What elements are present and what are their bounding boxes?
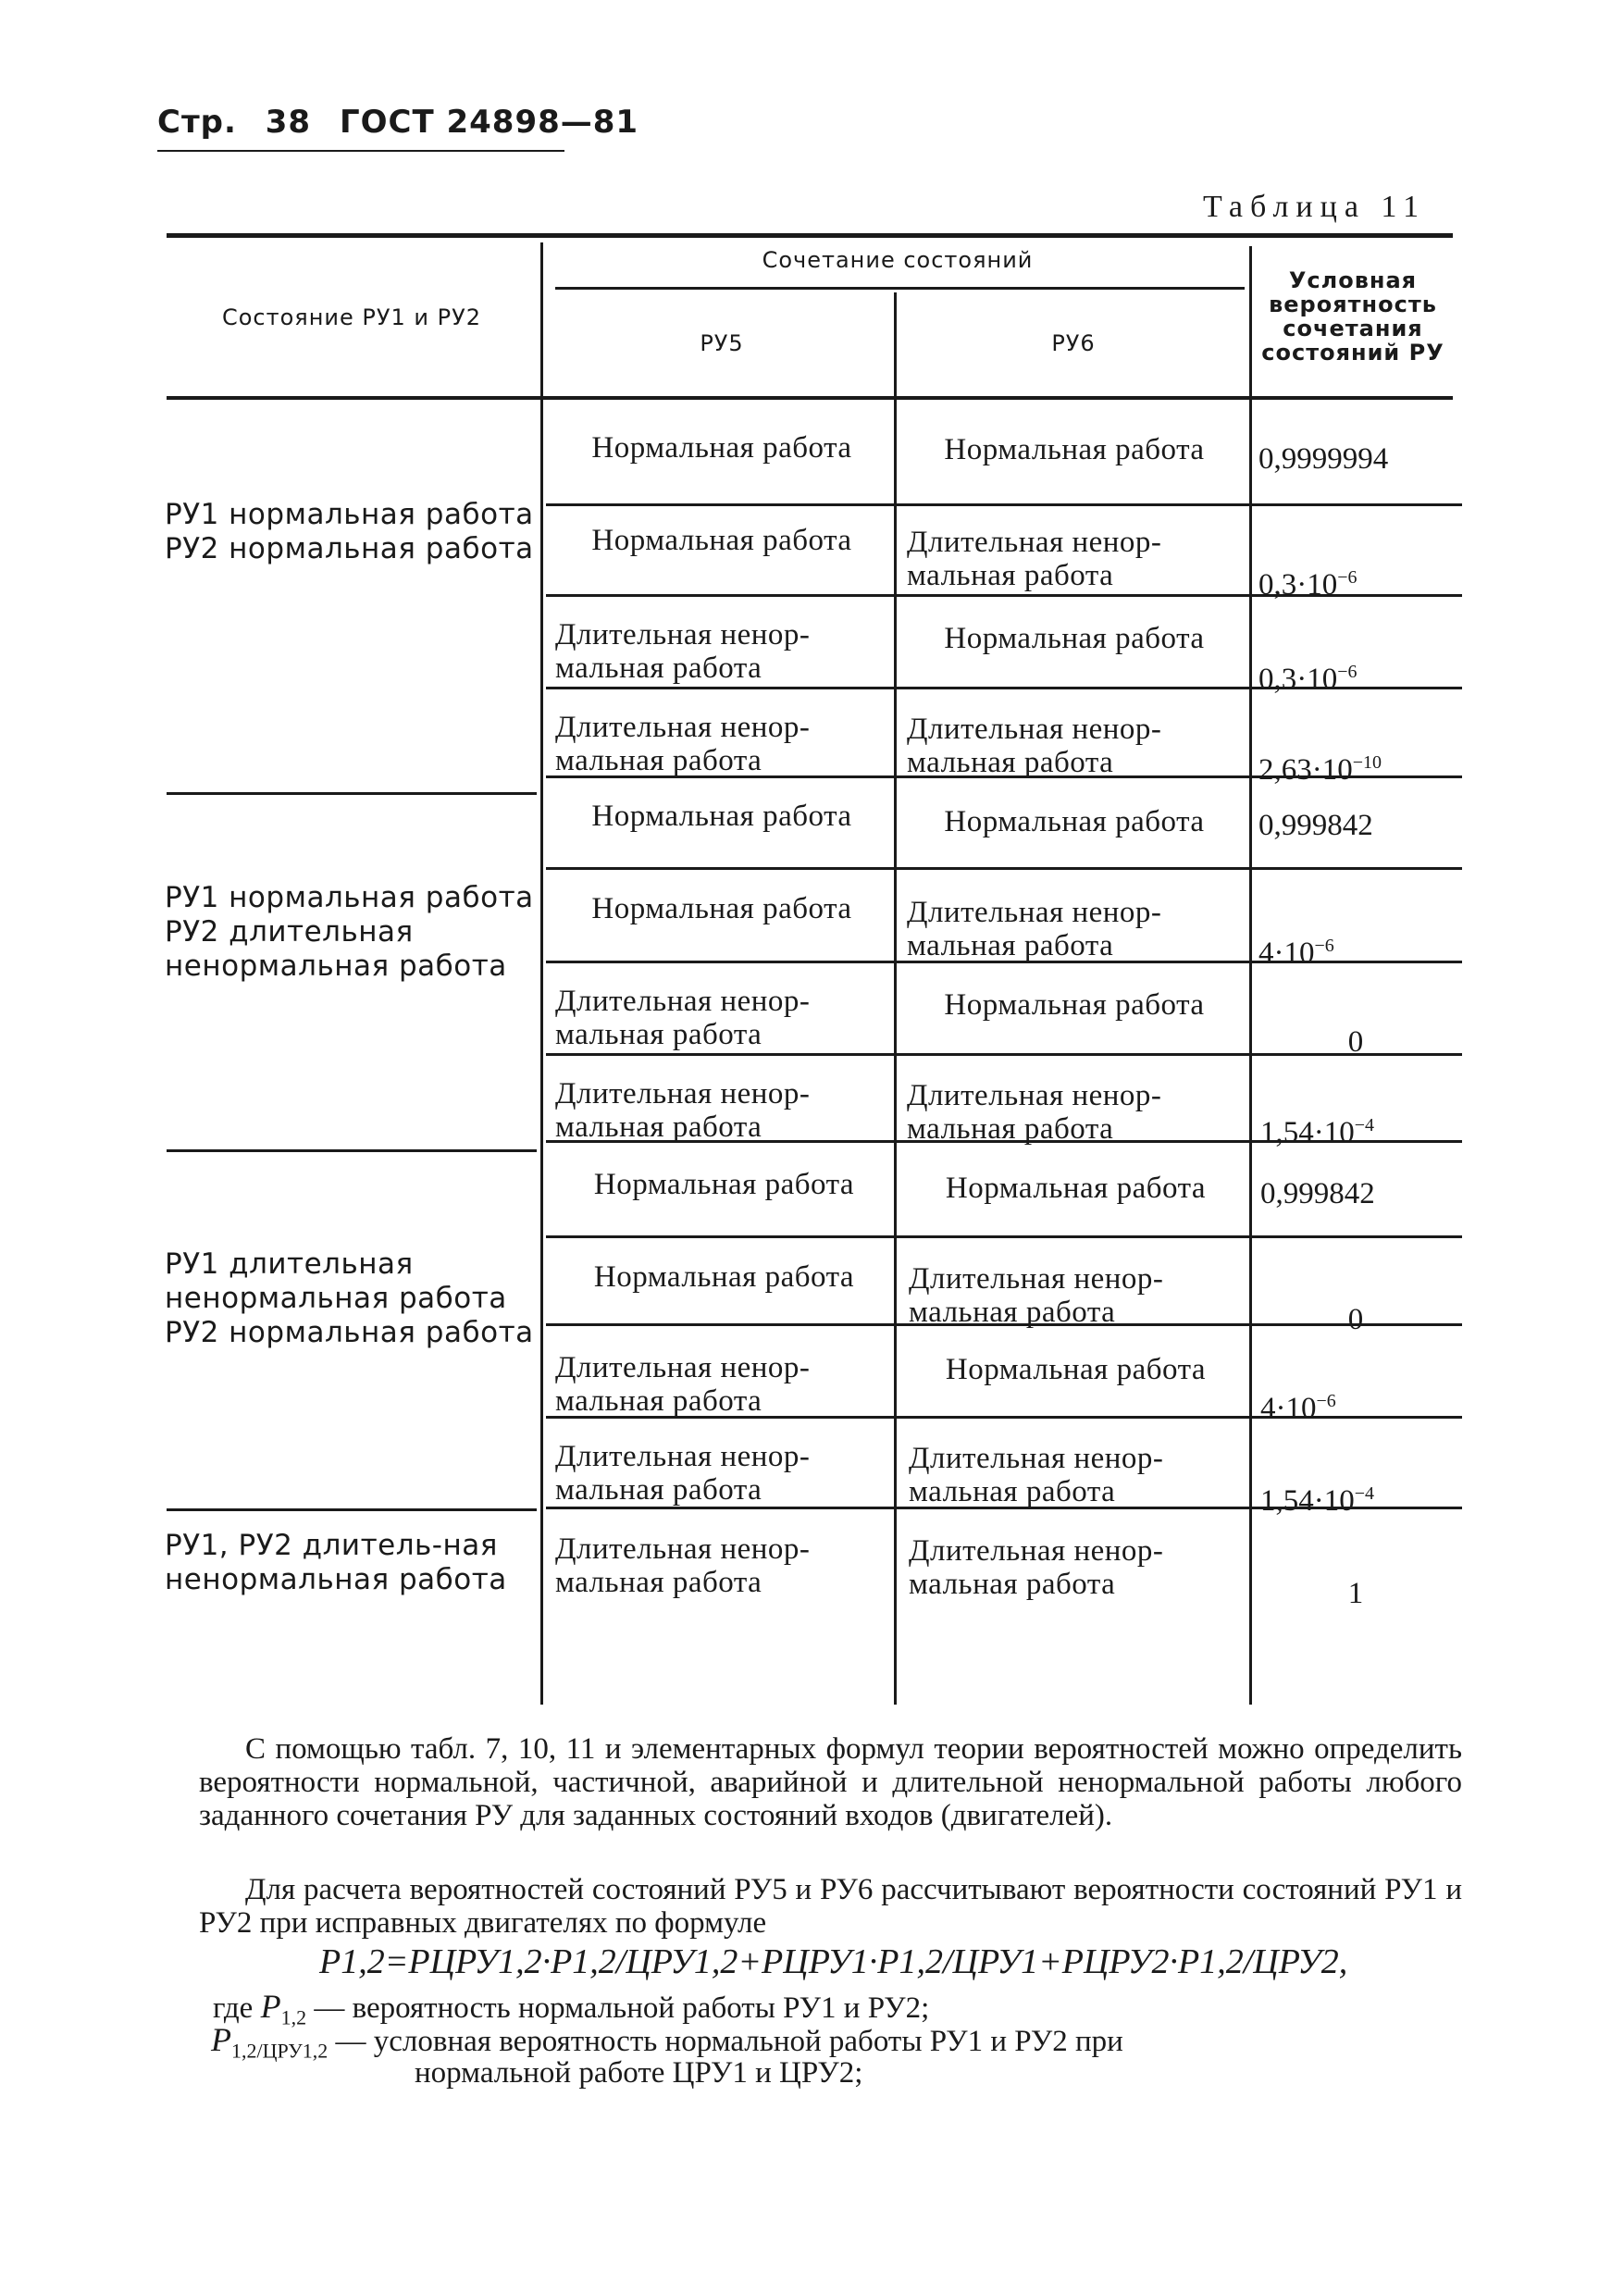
- prob-value: 1,54·10: [1260, 1116, 1355, 1149]
- prob-exponent: −4: [1354, 1483, 1375, 1504]
- col-divider-1: [540, 242, 543, 1705]
- table-title: Таблица 11: [1203, 190, 1427, 224]
- ru5-cell: Длительная ненор-мальная работа: [555, 711, 811, 777]
- header-ru5: РУ5: [700, 330, 744, 356]
- prob-exponent: −10: [1352, 752, 1382, 773]
- ru5-cell: Нормальная работа: [593, 1260, 855, 1294]
- prob-cell: [1258, 801, 1373, 842]
- prob-value: 0: [1347, 1303, 1364, 1336]
- prob-value: 2,63·10: [1258, 753, 1353, 787]
- prob-cell: [1260, 1170, 1375, 1210]
- formula-text: P1,2=PЦРУ1,2·P1,2/ЦРУ1,2+PЦРУ1·P1,2/ЦРУ1+PЦРУ2·P1,2/ЦРУ2,: [319, 1942, 1348, 1981]
- prob-cell: [1260, 1477, 1374, 1518]
- prob-value: 0,9999994: [1258, 442, 1389, 476]
- ru5-cell: Нормальная работа: [591, 524, 852, 557]
- prob-exponent: −4: [1354, 1115, 1375, 1135]
- prob-exponent: −6: [1316, 1391, 1336, 1411]
- ru6-cell: Длительная ненор-мальная работа: [909, 1442, 1164, 1508]
- def2-text: — условная вероятность нормальной работы РУ1 и РУ2 при: [335, 2025, 1123, 2058]
- def1-symbol: P: [260, 1988, 281, 2025]
- standard-code: ГОСТ 24898—81: [339, 104, 639, 141]
- header-combination: Сочетание состояний: [762, 247, 1034, 273]
- header-bottom-rule: [167, 396, 1453, 400]
- prob-cell: [1260, 1384, 1336, 1425]
- ru5-cell: Длительная ненор-мальная работа: [555, 1532, 811, 1599]
- def1-text: — вероятность нормальной работы РУ1 и РУ2;: [314, 1991, 930, 2025]
- definition-2-cont: нормальной работе ЦРУ1 и ЦРУ2;: [415, 2056, 863, 2090]
- row-separator: [546, 503, 1462, 506]
- prob-exponent: −6: [1337, 662, 1357, 682]
- def1-sub: 1,2: [280, 2005, 307, 2029]
- prob-cell: [1258, 561, 1357, 602]
- ru6-cell: Нормальная работа: [944, 433, 1205, 466]
- header-ru6: РУ6: [1051, 330, 1096, 356]
- ru5-cell: Длительная ненор-мальная работа: [555, 985, 811, 1051]
- formula: [319, 1941, 1347, 1982]
- ru5-cell: Длительная ненор-мальная работа: [555, 1077, 811, 1144]
- ru6-cell: Нормальная работа: [944, 988, 1205, 1022]
- ru5-cell: Нормальная работа: [593, 1168, 855, 1201]
- paragraph-2: Для расчета вероятностей состояний РУ5 и РУ6 рассчитывают вероятности состояний РУ1 и РУ2 при исправных двигателях по формуле: [199, 1873, 1462, 1940]
- ru5-cell: Длительная ненор-мальная работа: [555, 1351, 811, 1418]
- prob-value: 4·10: [1260, 1392, 1317, 1425]
- paragraph-1: С помощью табл. 7, 10, 11 и элементарных формул теории вероятностей можно определить вероятности нормальной, частичной, аварийной и длительной ненормальной работы любого заданного сочетания РУ для заданных состояний входов (двигателей).: [199, 1732, 1462, 1832]
- header-probability: Условная вероятность сочетания состояний РУ: [1261, 267, 1444, 366]
- group-separator-2: [167, 1149, 537, 1152]
- ru5-cell: Нормальная работа: [591, 892, 852, 925]
- group-label: РУ1 нормальная работа РУ2 длительная ненормальная работа: [165, 881, 534, 983]
- prob-value: 0,3·10: [1258, 663, 1338, 696]
- prob-cell: [1258, 435, 1388, 476]
- col-divider-3: [1249, 246, 1252, 1705]
- prob-value: 1,54·10: [1260, 1484, 1355, 1518]
- prob-cell: [1258, 929, 1334, 970]
- ru6-cell: Длительная ненор-мальная работа: [907, 713, 1162, 779]
- page-label: Стр.: [157, 104, 237, 141]
- ru6-cell: Длительная ненор-мальная работа: [907, 896, 1162, 962]
- def1-prefix: где: [213, 1991, 254, 2025]
- prob-cell: [1258, 1296, 1453, 1336]
- ru6-cell: Длительная ненор-мальная работа: [907, 1079, 1162, 1146]
- def2-symbol: P: [211, 2021, 231, 2058]
- prob-value: 0,3·10: [1258, 568, 1338, 602]
- ru5-cell: Нормальная работа: [591, 431, 852, 465]
- ru6-cell: Длительная ненор-мальная работа: [909, 1534, 1164, 1601]
- prob-cell: [1260, 1109, 1374, 1149]
- page-header: [157, 104, 655, 141]
- prob-exponent: −6: [1314, 936, 1334, 956]
- page-number: 38: [265, 104, 312, 141]
- ru6-cell: Нормальная работа: [945, 1172, 1207, 1205]
- group-separator-3: [167, 1508, 537, 1511]
- ru6-cell: Длительная ненор-мальная работа: [909, 1262, 1164, 1329]
- ru6-cell: Нормальная работа: [945, 1353, 1207, 1386]
- group-label: РУ1, РУ2 длитель-ная ненормальная работа: [165, 1529, 507, 1596]
- group-label: РУ1 нормальная работа РУ2 нормальная работа: [165, 498, 534, 565]
- prob-value: 0,999842: [1260, 1177, 1375, 1210]
- ru6-cell: Нормальная работа: [944, 805, 1205, 838]
- header-state: Состояние РУ1 и РУ2: [221, 304, 481, 330]
- row-separator: [546, 1235, 1462, 1238]
- prob-cell: [1258, 746, 1382, 787]
- prob-value: 0: [1347, 1025, 1364, 1059]
- ru6-cell: Длительная ненор-мальная работа: [907, 526, 1162, 592]
- prob-value: 4·10: [1258, 937, 1315, 970]
- ru5-cell: Нормальная работа: [591, 800, 852, 833]
- table-top-rule: [167, 233, 1453, 238]
- group-separator-1: [167, 792, 537, 795]
- ru6-cell: Нормальная работа: [944, 622, 1205, 655]
- subheader-rule: [555, 287, 1245, 290]
- ru5-cell: Длительная ненор-мальная работа: [555, 618, 811, 685]
- prob-value: 1: [1347, 1577, 1364, 1610]
- prob-cell: [1258, 1569, 1453, 1610]
- header-underline: [157, 150, 564, 152]
- prob-exponent: −6: [1337, 567, 1357, 588]
- row-separator: [546, 867, 1462, 870]
- prob-value: 0,999842: [1258, 809, 1373, 842]
- prob-cell: [1258, 655, 1357, 696]
- ru5-cell: Длительная ненор-мальная работа: [555, 1440, 811, 1507]
- prob-cell: [1258, 1018, 1453, 1059]
- group-label: РУ1 длительная ненормальная работа РУ2 нормальная работа: [165, 1247, 534, 1349]
- def2-sub: 1,2/ЦРУ1,2: [231, 2039, 329, 2063]
